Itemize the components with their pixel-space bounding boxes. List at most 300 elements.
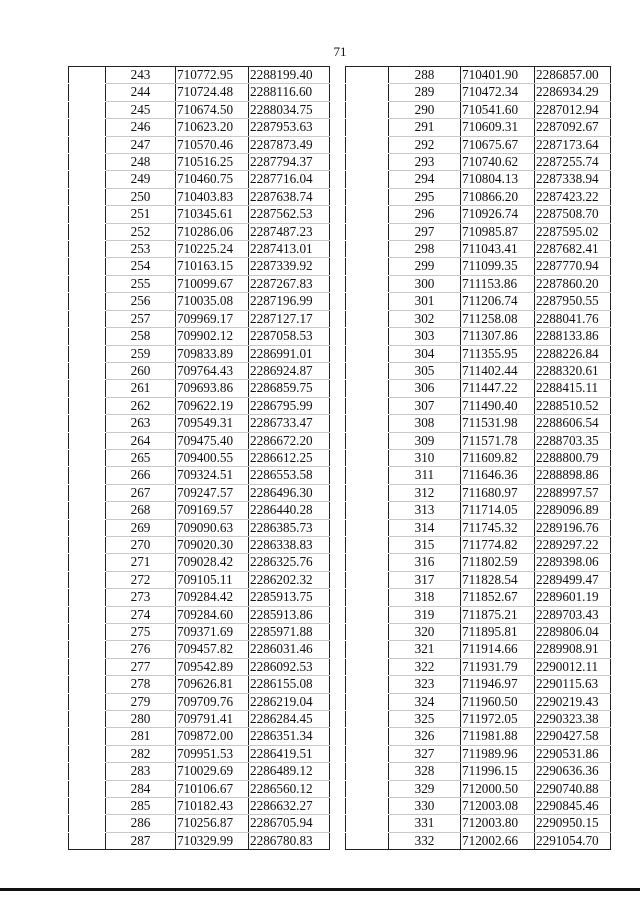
y-coordinate-cell: 2287058.53 <box>249 328 330 345</box>
blank-cell <box>346 815 389 832</box>
blank-cell <box>346 606 389 623</box>
table-row <box>346 832 611 849</box>
point-number-cell: 260 <box>106 362 176 379</box>
x-coordinate-cell: 709475.40 <box>176 432 249 449</box>
x-coordinate-cell: 709626.81 <box>176 676 249 693</box>
table-row <box>69 136 330 153</box>
table-row <box>69 467 330 484</box>
blank-cell <box>69 119 106 136</box>
point-number-cell: 250 <box>106 188 176 205</box>
point-number-cell: 295 <box>389 188 461 205</box>
y-coordinate-cell: 2286385.73 <box>249 519 330 536</box>
blank-cell <box>346 345 389 362</box>
point-number-cell: 323 <box>389 676 461 693</box>
table-row <box>69 571 330 588</box>
table-row <box>69 84 330 101</box>
coordinate-table-right-body <box>346 67 611 850</box>
x-coordinate-cell: 710570.46 <box>176 136 249 153</box>
point-number-cell: 283 <box>106 763 176 780</box>
y-coordinate-cell: 2287770.94 <box>535 258 611 275</box>
point-number-cell: 269 <box>106 519 176 536</box>
point-number-cell: 243 <box>106 67 176 84</box>
y-coordinate-cell: 2286991.01 <box>249 345 330 362</box>
y-coordinate-cell: 2288800.79 <box>535 449 611 466</box>
x-coordinate-cell: 709400.55 <box>176 449 249 466</box>
blank-cell <box>69 711 106 728</box>
y-coordinate-cell: 2286440.28 <box>249 502 330 519</box>
point-number-cell: 273 <box>106 589 176 606</box>
y-coordinate-cell: 2287413.01 <box>249 241 330 258</box>
x-coordinate-cell: 711099.35 <box>461 258 535 275</box>
x-coordinate-cell: 711931.79 <box>461 658 535 675</box>
table-row <box>346 84 611 101</box>
table-row <box>69 171 330 188</box>
y-coordinate-cell: 2287562.53 <box>249 206 330 223</box>
coordinate-table-right <box>345 66 611 850</box>
blank-cell <box>346 589 389 606</box>
point-number-cell: 248 <box>106 154 176 171</box>
blank-cell <box>346 745 389 762</box>
y-coordinate-cell: 2287127.17 <box>249 310 330 327</box>
table-row <box>69 380 330 397</box>
x-coordinate-cell: 712000.50 <box>461 780 535 797</box>
point-number-cell: 259 <box>106 345 176 362</box>
y-coordinate-cell: 2290012.11 <box>535 658 611 675</box>
y-coordinate-cell: 2286934.29 <box>535 84 611 101</box>
x-coordinate-cell: 709833.89 <box>176 345 249 362</box>
blank-cell <box>69 380 106 397</box>
x-coordinate-cell: 711996.15 <box>461 763 535 780</box>
x-coordinate-cell: 710675.67 <box>461 136 535 153</box>
blank-cell <box>69 624 106 641</box>
blank-cell <box>69 658 106 675</box>
x-coordinate-cell: 710740.62 <box>461 154 535 171</box>
y-coordinate-cell: 2287487.23 <box>249 223 330 240</box>
point-number-cell: 253 <box>106 241 176 258</box>
blank-cell <box>69 84 106 101</box>
point-number-cell: 257 <box>106 310 176 327</box>
point-number-cell: 264 <box>106 432 176 449</box>
y-coordinate-cell: 2289297.22 <box>535 536 611 553</box>
point-number-cell: 311 <box>389 467 461 484</box>
table-row <box>69 484 330 501</box>
blank-cell <box>346 676 389 693</box>
y-coordinate-cell: 2286351.34 <box>249 728 330 745</box>
x-coordinate-cell: 711981.88 <box>461 728 535 745</box>
y-coordinate-cell: 2286325.76 <box>249 554 330 571</box>
y-coordinate-cell: 2287595.02 <box>535 223 611 240</box>
point-number-cell: 265 <box>106 449 176 466</box>
point-number-cell: 317 <box>389 571 461 588</box>
table-row <box>346 328 611 345</box>
x-coordinate-cell: 711774.82 <box>461 536 535 553</box>
point-number-cell: 254 <box>106 258 176 275</box>
point-number-cell: 256 <box>106 293 176 310</box>
x-coordinate-cell: 711914.66 <box>461 641 535 658</box>
blank-cell <box>346 293 389 310</box>
blank-cell <box>69 362 106 379</box>
y-coordinate-cell: 2286092.53 <box>249 658 330 675</box>
blank-cell <box>69 275 106 292</box>
blank-cell <box>346 188 389 205</box>
table-row <box>69 119 330 136</box>
point-number-cell: 299 <box>389 258 461 275</box>
table-row <box>346 641 611 658</box>
x-coordinate-cell: 709622.19 <box>176 397 249 414</box>
x-coordinate-cell: 710804.13 <box>461 171 535 188</box>
point-number-cell: 309 <box>389 432 461 449</box>
blank-cell <box>346 798 389 815</box>
x-coordinate-cell: 711714.05 <box>461 502 535 519</box>
blank-cell <box>69 467 106 484</box>
y-coordinate-cell: 2288133.86 <box>535 328 611 345</box>
blank-cell <box>69 536 106 553</box>
x-coordinate-cell: 711609.82 <box>461 449 535 466</box>
point-number-cell: 286 <box>106 815 176 832</box>
blank-cell <box>69 728 106 745</box>
table-row <box>346 136 611 153</box>
y-coordinate-cell: 2287338.94 <box>535 171 611 188</box>
y-coordinate-cell: 2286031.46 <box>249 641 330 658</box>
x-coordinate-cell: 710724.48 <box>176 84 249 101</box>
point-number-cell: 284 <box>106 780 176 797</box>
point-number-cell: 247 <box>106 136 176 153</box>
x-coordinate-cell: 711802.59 <box>461 554 535 571</box>
table-row <box>69 67 330 84</box>
blank-cell <box>346 362 389 379</box>
table-row <box>69 763 330 780</box>
table-row <box>346 502 611 519</box>
x-coordinate-cell: 709549.31 <box>176 415 249 432</box>
blank-cell <box>346 693 389 710</box>
point-number-cell: 270 <box>106 536 176 553</box>
point-number-cell: 301 <box>389 293 461 310</box>
blank-cell <box>69 519 106 536</box>
x-coordinate-cell: 711960.50 <box>461 693 535 710</box>
x-coordinate-cell: 709324.51 <box>176 467 249 484</box>
y-coordinate-cell: 2287092.67 <box>535 119 611 136</box>
blank-cell <box>346 641 389 658</box>
y-coordinate-cell: 2286859.75 <box>249 380 330 397</box>
blank-cell <box>69 345 106 362</box>
point-number-cell: 324 <box>389 693 461 710</box>
point-number-cell: 306 <box>389 380 461 397</box>
table-row <box>346 606 611 623</box>
table-row <box>346 206 611 223</box>
y-coordinate-cell: 2286560.12 <box>249 780 330 797</box>
table-row <box>346 223 611 240</box>
x-coordinate-cell: 710099.67 <box>176 275 249 292</box>
point-number-cell: 303 <box>389 328 461 345</box>
blank-cell <box>69 223 106 240</box>
blank-cell <box>346 275 389 292</box>
blank-cell <box>69 310 106 327</box>
table-row <box>69 519 330 536</box>
table-row <box>346 763 611 780</box>
y-coordinate-cell: 2288606.54 <box>535 415 611 432</box>
x-coordinate-cell: 711989.96 <box>461 745 535 762</box>
table-row <box>69 832 330 849</box>
table-row <box>346 293 611 310</box>
point-number-cell: 252 <box>106 223 176 240</box>
table-row <box>346 258 611 275</box>
x-coordinate-cell: 711745.32 <box>461 519 535 536</box>
table-row <box>346 397 611 414</box>
x-coordinate-cell: 710035.08 <box>176 293 249 310</box>
blank-cell <box>69 328 106 345</box>
y-coordinate-cell: 2290427.58 <box>535 728 611 745</box>
y-coordinate-cell: 2289196.76 <box>535 519 611 536</box>
point-number-cell: 278 <box>106 676 176 693</box>
table-row <box>69 449 330 466</box>
point-number-cell: 322 <box>389 658 461 675</box>
point-number-cell: 321 <box>389 641 461 658</box>
table-row <box>346 624 611 641</box>
table-row <box>69 154 330 171</box>
blank-cell <box>69 763 106 780</box>
x-coordinate-cell: 710516.25 <box>176 154 249 171</box>
table-row <box>346 154 611 171</box>
blank-cell <box>346 397 389 414</box>
x-coordinate-cell: 710163.15 <box>176 258 249 275</box>
x-coordinate-cell: 711972.05 <box>461 711 535 728</box>
x-coordinate-cell: 709090.63 <box>176 519 249 536</box>
point-number-cell: 276 <box>106 641 176 658</box>
table-row <box>69 658 330 675</box>
table-row <box>69 676 330 693</box>
blank-cell <box>346 206 389 223</box>
y-coordinate-cell: 2285913.75 <box>249 589 330 606</box>
x-coordinate-cell: 709951.53 <box>176 745 249 762</box>
x-coordinate-cell: 709028.42 <box>176 554 249 571</box>
y-coordinate-cell: 2288320.61 <box>535 362 611 379</box>
y-coordinate-cell: 2287423.22 <box>535 188 611 205</box>
x-coordinate-cell: 709902.12 <box>176 328 249 345</box>
y-coordinate-cell: 2286202.32 <box>249 571 330 588</box>
point-number-cell: 326 <box>389 728 461 745</box>
y-coordinate-cell: 2286338.83 <box>249 536 330 553</box>
point-number-cell: 249 <box>106 171 176 188</box>
point-number-cell: 281 <box>106 728 176 745</box>
x-coordinate-cell: 710985.87 <box>461 223 535 240</box>
table-row <box>69 624 330 641</box>
table-row <box>346 711 611 728</box>
blank-cell <box>69 780 106 797</box>
point-number-cell: 316 <box>389 554 461 571</box>
blank-cell <box>346 519 389 536</box>
point-number-cell: 319 <box>389 606 461 623</box>
table-row <box>346 693 611 710</box>
blank-cell <box>69 606 106 623</box>
point-number-cell: 271 <box>106 554 176 571</box>
x-coordinate-cell: 711043.41 <box>461 241 535 258</box>
point-number-cell: 305 <box>389 362 461 379</box>
table-row <box>346 571 611 588</box>
blank-cell <box>346 571 389 588</box>
blank-cell <box>346 484 389 501</box>
x-coordinate-cell: 709542.89 <box>176 658 249 675</box>
point-number-cell: 275 <box>106 624 176 641</box>
table-row <box>346 275 611 292</box>
table-row <box>346 380 611 397</box>
x-coordinate-cell: 710866.20 <box>461 188 535 205</box>
table-row <box>346 171 611 188</box>
blank-cell <box>346 136 389 153</box>
point-number-cell: 297 <box>389 223 461 240</box>
coordinate-table-left-body <box>69 67 330 850</box>
table-row <box>69 693 330 710</box>
y-coordinate-cell: 2286612.25 <box>249 449 330 466</box>
x-coordinate-cell: 709693.86 <box>176 380 249 397</box>
blank-cell <box>346 624 389 641</box>
point-number-cell: 293 <box>389 154 461 171</box>
blank-cell <box>69 815 106 832</box>
point-number-cell: 266 <box>106 467 176 484</box>
bottom-rule <box>0 888 640 891</box>
x-coordinate-cell: 711852.67 <box>461 589 535 606</box>
point-number-cell: 292 <box>389 136 461 153</box>
blank-cell <box>346 171 389 188</box>
blank-cell <box>69 502 106 519</box>
y-coordinate-cell: 2287794.37 <box>249 154 330 171</box>
x-coordinate-cell: 709791.41 <box>176 711 249 728</box>
y-coordinate-cell: 2290115.63 <box>535 676 611 693</box>
y-coordinate-cell: 2290531.86 <box>535 745 611 762</box>
x-coordinate-cell: 710029.69 <box>176 763 249 780</box>
x-coordinate-cell: 709169.57 <box>176 502 249 519</box>
blank-cell <box>346 554 389 571</box>
y-coordinate-cell: 2286795.99 <box>249 397 330 414</box>
blank-cell <box>69 676 106 693</box>
x-coordinate-cell: 709105.11 <box>176 571 249 588</box>
blank-cell <box>346 711 389 728</box>
point-number-cell: 304 <box>389 345 461 362</box>
y-coordinate-cell: 2289499.47 <box>535 571 611 588</box>
point-number-cell: 245 <box>106 101 176 118</box>
blank-cell <box>69 67 106 84</box>
point-number-cell: 263 <box>106 415 176 432</box>
x-coordinate-cell: 712002.66 <box>461 832 535 849</box>
table-row <box>346 119 611 136</box>
y-coordinate-cell: 2288041.76 <box>535 310 611 327</box>
table-row <box>69 310 330 327</box>
y-coordinate-cell: 2287255.74 <box>535 154 611 171</box>
blank-cell <box>346 467 389 484</box>
y-coordinate-cell: 2289601.19 <box>535 589 611 606</box>
y-coordinate-cell: 2289908.91 <box>535 641 611 658</box>
table-row <box>69 815 330 832</box>
x-coordinate-cell: 711531.98 <box>461 415 535 432</box>
x-coordinate-cell: 711258.08 <box>461 310 535 327</box>
x-coordinate-cell: 710182.43 <box>176 798 249 815</box>
table-row <box>346 101 611 118</box>
x-coordinate-cell: 712003.08 <box>461 798 535 815</box>
table-row <box>69 188 330 205</box>
x-coordinate-cell: 711447.22 <box>461 380 535 397</box>
point-number-cell: 251 <box>106 206 176 223</box>
x-coordinate-cell: 710401.90 <box>461 67 535 84</box>
point-number-cell: 255 <box>106 275 176 292</box>
blank-cell <box>69 745 106 762</box>
table-row <box>346 658 611 675</box>
page-number: 71 <box>333 44 347 59</box>
y-coordinate-cell: 2286219.04 <box>249 693 330 710</box>
x-coordinate-cell: 712003.80 <box>461 815 535 832</box>
y-coordinate-cell: 2286924.87 <box>249 362 330 379</box>
table-row <box>69 206 330 223</box>
table-row <box>69 780 330 797</box>
y-coordinate-cell: 2288997.57 <box>535 484 611 501</box>
point-number-cell: 308 <box>389 415 461 432</box>
blank-cell <box>346 449 389 466</box>
x-coordinate-cell: 710345.61 <box>176 206 249 223</box>
x-coordinate-cell: 709284.42 <box>176 589 249 606</box>
table-row <box>69 415 330 432</box>
x-coordinate-cell: 709284.60 <box>176 606 249 623</box>
blank-cell <box>69 206 106 223</box>
point-number-cell: 244 <box>106 84 176 101</box>
point-number-cell: 294 <box>389 171 461 188</box>
table-row <box>69 101 330 118</box>
y-coordinate-cell: 2287508.70 <box>535 206 611 223</box>
point-number-cell: 267 <box>106 484 176 501</box>
point-number-cell: 296 <box>389 206 461 223</box>
y-coordinate-cell: 2286496.30 <box>249 484 330 501</box>
blank-cell <box>346 780 389 797</box>
y-coordinate-cell: 2289096.89 <box>535 502 611 519</box>
blank-cell <box>69 241 106 258</box>
y-coordinate-cell: 2290845.46 <box>535 798 611 815</box>
table-row <box>69 728 330 745</box>
point-number-cell: 279 <box>106 693 176 710</box>
table-row <box>346 449 611 466</box>
y-coordinate-cell: 2287716.04 <box>249 171 330 188</box>
blank-cell <box>69 484 106 501</box>
blank-cell <box>346 119 389 136</box>
blank-cell <box>346 310 389 327</box>
point-number-cell: 272 <box>106 571 176 588</box>
x-coordinate-cell: 711153.86 <box>461 275 535 292</box>
x-coordinate-cell: 710106.67 <box>176 780 249 797</box>
x-coordinate-cell: 710541.60 <box>461 101 535 118</box>
point-number-cell: 327 <box>389 745 461 762</box>
blank-cell <box>346 432 389 449</box>
table-row <box>346 484 611 501</box>
table-row <box>69 432 330 449</box>
point-number-cell: 300 <box>389 275 461 292</box>
table-row <box>346 67 611 84</box>
point-number-cell: 307 <box>389 397 461 414</box>
y-coordinate-cell: 2286419.51 <box>249 745 330 762</box>
point-number-cell: 331 <box>389 815 461 832</box>
x-coordinate-cell: 709764.43 <box>176 362 249 379</box>
blank-cell <box>346 67 389 84</box>
y-coordinate-cell: 2288226.84 <box>535 345 611 362</box>
blank-cell <box>346 502 389 519</box>
y-coordinate-cell: 2286857.00 <box>535 67 611 84</box>
blank-cell <box>69 832 106 849</box>
x-coordinate-cell: 711307.86 <box>461 328 535 345</box>
x-coordinate-cell: 711646.36 <box>461 467 535 484</box>
point-number-cell: 302 <box>389 310 461 327</box>
table-row <box>346 745 611 762</box>
blank-cell <box>69 397 106 414</box>
table-row <box>346 345 611 362</box>
y-coordinate-cell: 2287873.49 <box>249 136 330 153</box>
x-coordinate-cell: 709457.82 <box>176 641 249 658</box>
point-number-cell: 246 <box>106 119 176 136</box>
table-row <box>346 467 611 484</box>
